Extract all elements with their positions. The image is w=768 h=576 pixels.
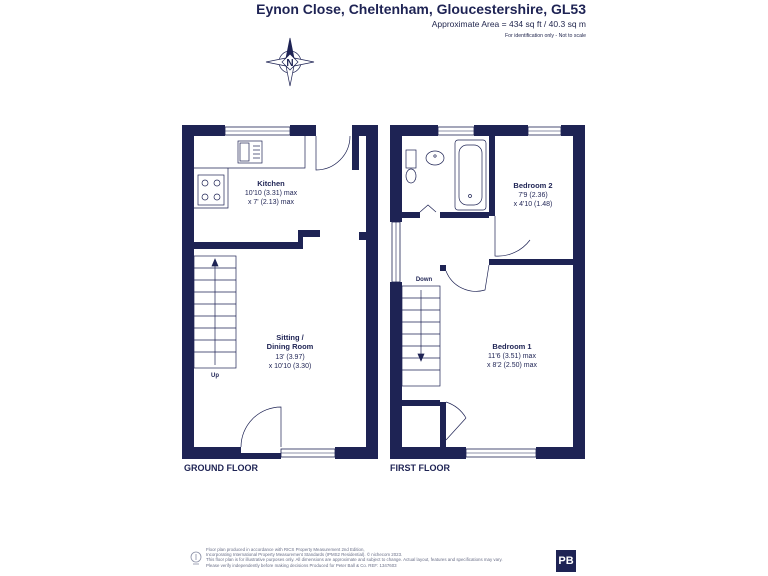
measurement-standard-icon: [190, 551, 202, 565]
first-floor-plan: [390, 125, 585, 459]
kitchen-dim1: 10'10 (3.31) max: [244, 190, 298, 197]
bedroom2-dim1: 7'9 (2.36): [518, 192, 548, 199]
footer-line: Floor plan produced in accordance with RICS Property Measurement 2nd Edition,: [206, 547, 365, 552]
footer-line: This floor plan is for illustrative purposes only. All dimensions are approximate and subject to change. Actual layout, features and specifications may vary.: [206, 557, 503, 563]
compass-north-label: N: [286, 58, 294, 69]
property-title: Eynon Close, Cheltenham, Gloucestershire, GL53: [256, 1, 586, 17]
compass-icon: [266, 38, 314, 86]
footer-line: Please verify independently before making decisions Produced for Peter Ball & Co. REF: 1347603: [206, 562, 397, 568]
footer-line: Incorporating International Property Measurement Standards (IPMS2 Residential). © nichecom 2023.: [206, 552, 403, 558]
sitting-dim2: x 10'10 (3.30): [268, 363, 312, 370]
ground-floor-label: GROUND FLOOR: [184, 463, 258, 473]
brand-logo: PB: [556, 550, 576, 572]
approximate-area: Approximate Area = 434 sq ft / 40.3 sq m: [431, 19, 586, 29]
bedroom2-dim2: x 4'10 (1.48): [513, 201, 553, 208]
kitchen-label: Kitchen: [257, 179, 285, 188]
bedroom1-dim2: x 8'2 (2.50) max: [487, 362, 537, 369]
sitting-label-1: Sitting /: [276, 333, 304, 342]
kitchen-dim2: x 7' (2.13) max: [247, 199, 295, 206]
bedroom1-dim1: 11'6 (3.51) max: [488, 353, 536, 360]
stairs-down-label: Down: [415, 277, 433, 283]
ground-floor-plan: [182, 125, 378, 459]
sitting-dim1: 13' (3.97): [275, 354, 305, 361]
identification-note: For identification only - Not to scale: [504, 33, 586, 39]
footer-disclaimer: [206, 547, 566, 568]
first-floor-label: FIRST FLOOR: [390, 463, 450, 473]
stairs-up-label: Up: [211, 373, 219, 379]
bedroom2-label: Bedroom 2: [513, 181, 553, 190]
sitting-label-2: Dining Room: [266, 342, 314, 351]
bedroom1-label: Bedroom 1: [492, 342, 532, 351]
